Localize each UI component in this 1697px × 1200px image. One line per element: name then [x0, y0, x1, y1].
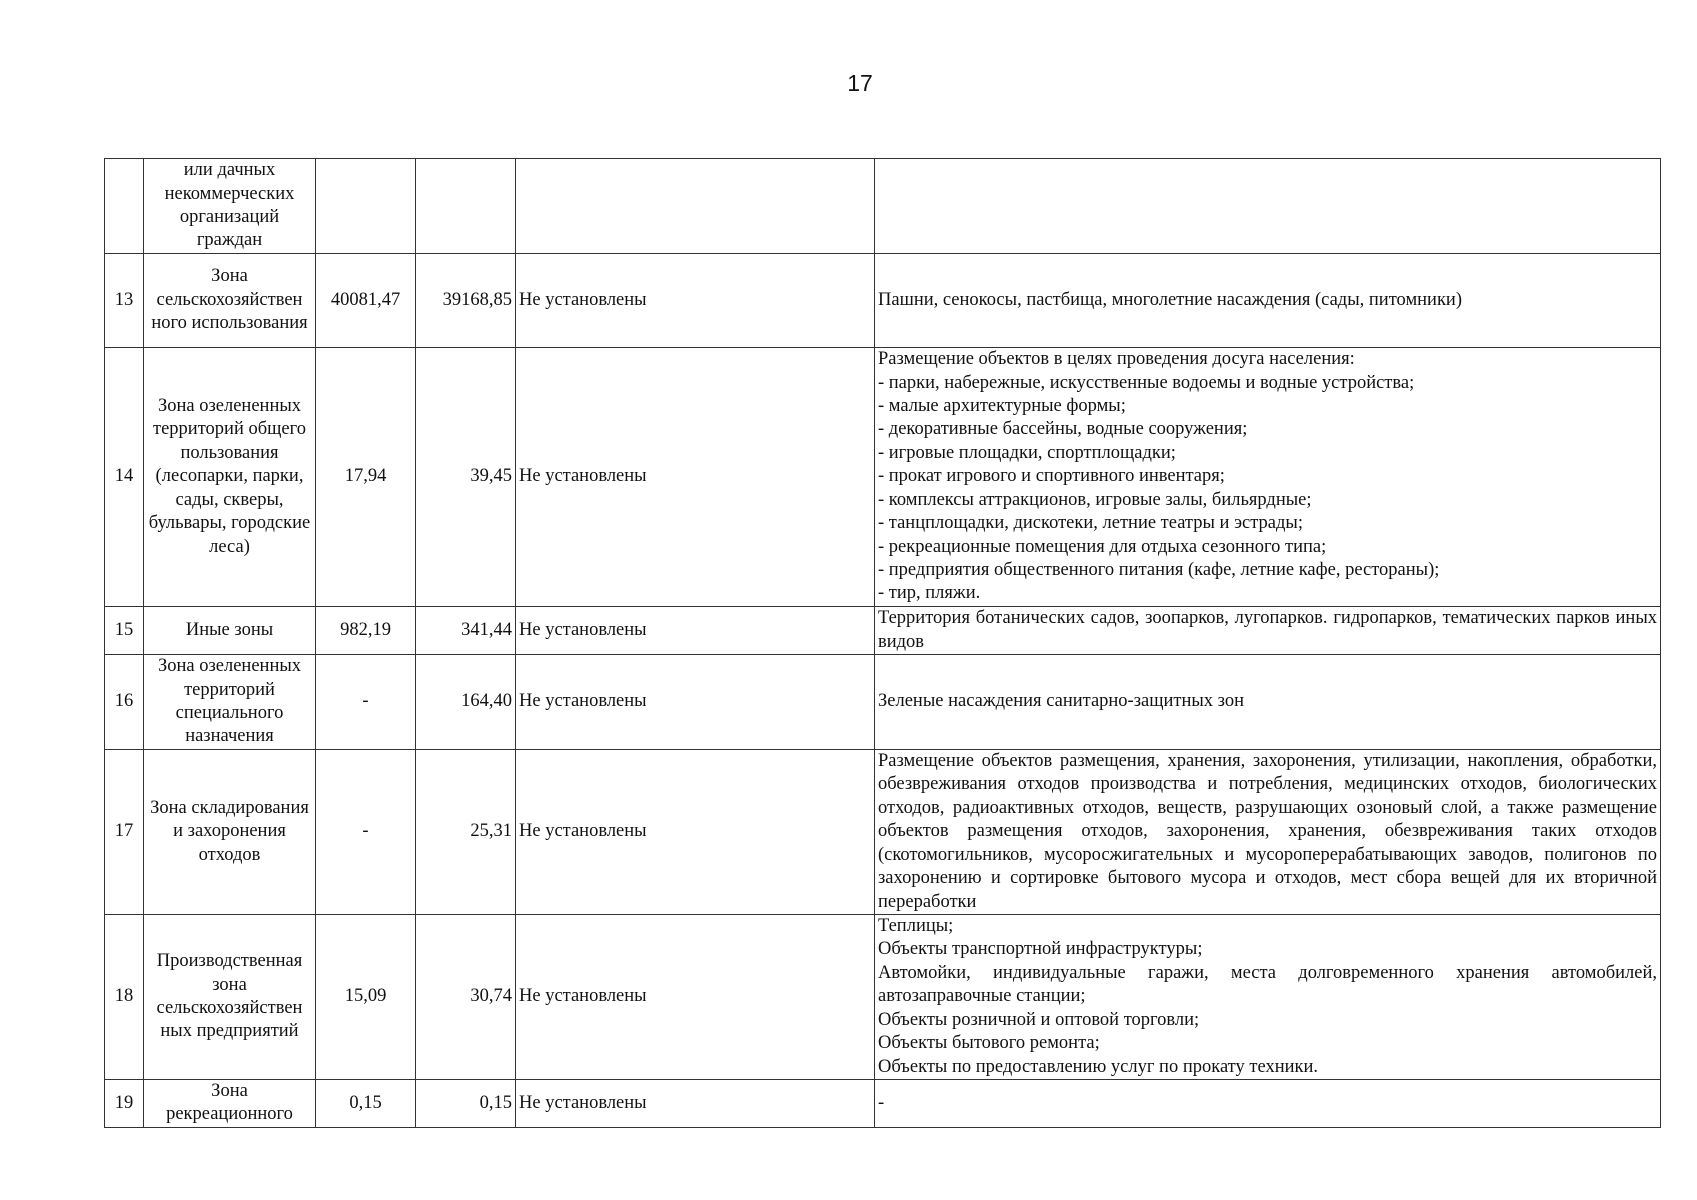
zone-area-2: 30,74	[416, 915, 516, 1080]
zone-name: Зона сельскохозяйствен ного использования	[144, 254, 316, 348]
use-line: Объекты транспортной инфраструктуры;	[878, 939, 1203, 960]
use-line: Территория ботанических садов, зоопарков, лугопарков. гидропарков, тематических парков иных видов	[878, 608, 1657, 652]
zone-area-1	[316, 159, 416, 254]
use-line: - рекреационные помещения для отдыха сезонного типа;	[878, 536, 1327, 557]
zone-uses	[875, 159, 1661, 254]
use-line: - тир, пляжи.	[878, 583, 981, 604]
zone-uses	[875, 348, 1661, 607]
zone-uses	[875, 655, 1661, 750]
table-row	[105, 607, 1661, 655]
use-line: Объекты бытового ремонта;	[878, 1033, 1100, 1054]
zone-area-1: 40081,47	[316, 254, 416, 348]
use-line: Размещение объектов в целях проведения досуга населения:	[878, 349, 1355, 370]
zone-name: Иные зоны	[144, 607, 316, 655]
zone-area-2: 341,44	[416, 607, 516, 655]
zone-number: 15	[105, 607, 144, 655]
zone-limits: Не установлены	[516, 915, 875, 1080]
zone-uses	[875, 750, 1661, 915]
zone-number: 17	[105, 750, 144, 915]
use-line: - прокат игрового и спортивного инвентаря;	[878, 466, 1225, 487]
zone-uses	[875, 915, 1661, 1080]
zone-area-2: 164,40	[416, 655, 516, 750]
zone-area-1: 0,15	[316, 1080, 416, 1128]
use-line: - танцплощадки, дискотеки, летние театры и эстрады;	[878, 513, 1303, 534]
zone-uses	[875, 1080, 1661, 1128]
zone-number: 13	[105, 254, 144, 348]
zone-area-2: 25,31	[416, 750, 516, 915]
use-line: Размещение объектов размещения, хранения, захоронения, утилизации, накопления, обработки, обезвреживания отходов производства и потребления, медицинских отходов, биологических отходов, радиоактивных отходов, веществ, разрушающих озоновый слой, а также размещение объектов размещения отходов, захоронения, хранения, обезвреживания таких отходов (скотомогильников, мусоросжигательных и мусороперерабатывающих заводов, полигонов по захоронению и сортировке бытового мусора и отходов, мест сбора вещей для их вторичной переработки	[878, 751, 1657, 912]
zone-area-1: -	[316, 750, 416, 915]
zone-limits: Не установлены	[516, 1080, 875, 1128]
table-row	[105, 1080, 1661, 1128]
zone-uses	[875, 607, 1661, 655]
zone-limits: Не установлены	[516, 750, 875, 915]
table-row	[105, 655, 1661, 750]
zone-area-2	[416, 159, 516, 254]
table-row	[105, 348, 1661, 607]
page-number: 17	[847, 70, 873, 96]
zone-name: Зона озелененных территорий специального назначения	[144, 655, 316, 750]
zone-limits: Не установлены	[516, 607, 875, 655]
zone-name: Зона озелененных территорий общего пользования (лесопарки, парки, сады, скверы, бульвары, городские леса)	[144, 348, 316, 607]
zone-area-2: 0,15	[416, 1080, 516, 1128]
use-line: Теплицы;	[878, 916, 954, 937]
zone-number: 19	[105, 1080, 144, 1128]
zone-area-1: 15,09	[316, 915, 416, 1080]
zone-area-1: 17,94	[316, 348, 416, 607]
use-line: Пашни, сенокосы, пастбища, многолетние насаждения (сады, питомники)	[878, 289, 1462, 310]
zone-limits: Не установлены	[516, 348, 875, 607]
use-line: Объекты по предоставлению услуг по прокату техники.	[878, 1056, 1319, 1077]
zone-area-1: -	[316, 655, 416, 750]
zone-name: Зона складирования и захоронения отходов	[144, 750, 316, 915]
table-row	[105, 915, 1661, 1080]
table-row	[105, 750, 1661, 915]
zone-name: Зона рекреационного	[144, 1080, 316, 1128]
zone-uses	[875, 254, 1661, 348]
zone-limits	[516, 159, 875, 254]
use-line: Автомойки, индивидуальные гаражи, места долговременного хранения автомобилей, автозаправочные станции;	[878, 962, 1657, 1007]
use-line: - игровые площадки, спортплощадки;	[878, 442, 1176, 463]
zone-area-2: 39168,85	[416, 254, 516, 348]
table-row	[105, 254, 1661, 348]
zone-number: 18	[105, 915, 144, 1080]
zone-number: 14	[105, 348, 144, 607]
zone-name: Производственная зона сельскохозяйствен ных предприятий	[144, 915, 316, 1080]
zone-limits: Не установлены	[516, 254, 875, 348]
table-row	[105, 159, 1661, 254]
zones-table	[104, 158, 1661, 1128]
zone-number	[105, 159, 144, 254]
use-line: - парки, набережные, искусственные водоемы и водные устройства;	[878, 372, 1415, 393]
zone-limits: Не установлены	[516, 655, 875, 750]
use-line: - предприятия общественного питания (кафе, летние кафе, рестораны);	[878, 559, 1440, 580]
use-line: - комплексы аттракционов, игровые залы, бильярдные;	[878, 489, 1312, 510]
zone-name: или дачных некоммерческих организаций граждан	[144, 159, 316, 254]
use-line: - декоративные бассейны, водные сооружения;	[878, 419, 1248, 440]
zone-area-1: 982,19	[316, 607, 416, 655]
use-line: Зеленые насаждения санитарно-защитных зон	[878, 691, 1245, 712]
zone-number: 16	[105, 655, 144, 750]
zone-area-2: 39,45	[416, 348, 516, 607]
use-line: Объекты розничной и оптовой торговли;	[878, 1009, 1200, 1030]
use-line: - малые архитектурные формы;	[878, 396, 1126, 417]
use-line: -	[878, 1092, 885, 1113]
